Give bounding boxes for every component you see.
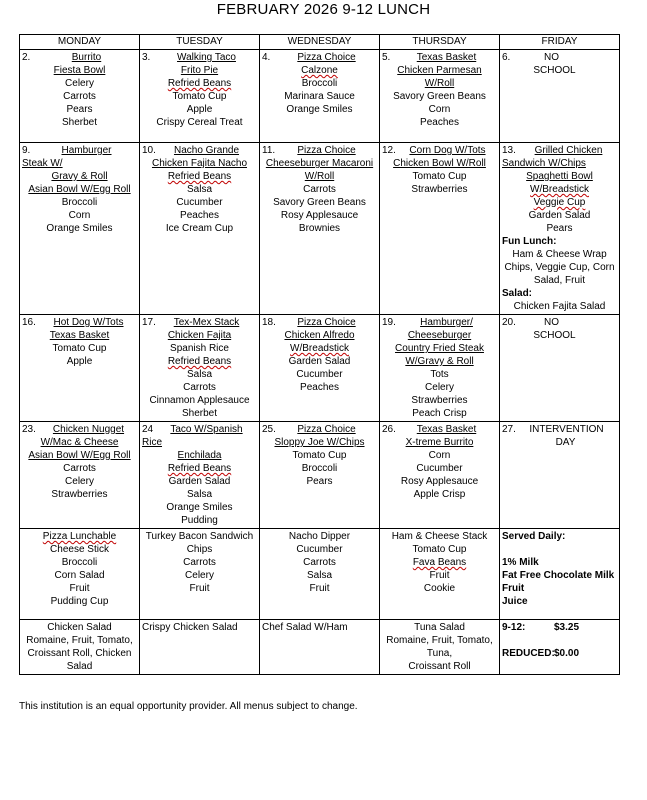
alternate-option-cell [140, 529, 260, 620]
alternate-item: Nacho Dipper [288, 531, 351, 542]
alternate-item: Chips [186, 544, 213, 555]
menu-side: Garden Salad [528, 210, 591, 221]
menu-side: Orange Smiles [166, 502, 233, 513]
alternate-item: Broccoli [61, 557, 98, 568]
alternate-item: Corn Salad [54, 570, 105, 581]
menu-side: Celery [425, 382, 454, 393]
menu-entree: Chicken Nugget [52, 424, 125, 435]
menu-entree: Frito Pie [180, 65, 219, 76]
menu-side: Savory Green Beans [393, 91, 486, 102]
day-header-monday: MONDAY [20, 35, 140, 50]
menu-side: Carrots [63, 463, 96, 474]
date-number: 12. [382, 145, 396, 156]
day-cell-feb-2 [20, 50, 140, 143]
menu-side: Carrots [303, 184, 336, 195]
salad-option-line: Tuna, [426, 648, 453, 659]
menu-side: Marinara Sauce [284, 91, 355, 102]
menu-side: Tomato Cup [52, 343, 107, 354]
alternate-item: Cucumber [296, 544, 343, 555]
menu-entree: Texas Basket [416, 424, 477, 435]
menu-side: Peaches [420, 117, 459, 128]
menu-side: Salsa [186, 369, 212, 380]
date-number: 20. [502, 317, 516, 328]
served-daily-item: Juice [502, 596, 528, 607]
day-cell-feb-10 [140, 143, 260, 315]
menu-entree: W/Roll [304, 171, 335, 182]
menu-entree: W/Mac & Cheese [40, 437, 119, 448]
salad-item: Chicken Fajita Salad [513, 301, 606, 312]
date-number: 6. [502, 52, 511, 63]
salad-option-cell [260, 620, 380, 675]
equal-opportunity-footer: This institution is an equal opportunity provider. All menus subject to change. [19, 701, 358, 712]
date-number: 24 [142, 424, 154, 435]
menu-side: Celery [65, 78, 94, 89]
menu-side: Apple [66, 356, 93, 367]
menu-entree: Rice [142, 437, 163, 448]
menu-entree: Burrito [71, 52, 102, 63]
price-cell [500, 620, 620, 675]
menu-side: Sherbet [61, 117, 98, 128]
day-cell-feb-24 [140, 422, 260, 529]
menu-entree: Grilled Chicken [534, 145, 603, 156]
fun-lunch-item: Salad, Fruit [533, 275, 586, 286]
menu-entree: W/Breadstick [290, 343, 349, 354]
menu-side: Peaches [300, 382, 339, 393]
salad-label: Salad: [502, 288, 533, 299]
menu-side: Corn [428, 450, 451, 461]
alternate-item: Fruit [309, 583, 330, 594]
menu-entree: Walking Taco [177, 52, 236, 63]
alternate-item: Tomato Cup [412, 544, 467, 555]
alternate-item: Salsa [306, 570, 332, 581]
served-daily-item: Fruit [502, 583, 525, 594]
date-number: 16. [22, 317, 36, 328]
week-row-3 [20, 315, 620, 422]
day-header-thursday: THURSDAY [380, 35, 500, 50]
alternate-item: Pizza Lunchable [42, 531, 117, 542]
spacer [502, 634, 617, 647]
menu-side: Spanish Rice [170, 343, 229, 354]
served-daily-item: 1% Milk [502, 557, 539, 568]
alternate-options-row [20, 529, 620, 620]
day-cell-feb-3 [140, 50, 260, 143]
day-cell-feb-11 [260, 143, 380, 315]
menu-side: Tomato Cup [292, 450, 347, 461]
day-cell-feb-20 [500, 315, 620, 422]
salad-option-line: Croissant Roll, Chicken [27, 648, 132, 659]
menu-side: Celery [65, 476, 94, 487]
fun-lunch-item: Chips, Veggie Cup, Corn [504, 262, 615, 273]
menu-entree: Pizza Choice [297, 145, 356, 156]
menu-entree: Cheeseburger [407, 330, 472, 341]
menu-side: Tots [430, 369, 449, 380]
reduced-price-line [502, 647, 617, 660]
served-daily-item: Fat Free Chocolate Milk [502, 570, 615, 581]
fun-lunch-label: Fun Lunch: [502, 236, 557, 247]
menu-entree: Chicken Parmesan W/Roll [397, 65, 482, 89]
spacer [502, 543, 617, 556]
alternate-option-cell [380, 529, 500, 620]
alternate-item: Carrots [183, 557, 216, 568]
alternate-item: Fruit [189, 583, 210, 594]
menu-entree: Pizza Choice [297, 424, 356, 435]
reduced-price-value: $0.00 [554, 648, 580, 659]
salad-option-line: Crispy Chicken Salad [142, 622, 238, 633]
menu-entree: Chicken Fajita Nacho [151, 158, 248, 169]
alternate-item: Ham & Cheese Stack [391, 531, 488, 542]
menu-side: Corn [428, 104, 451, 115]
alternate-item: Turkey Bacon Sandwich [145, 531, 254, 542]
date-number: 26. [382, 424, 396, 435]
menu-side: Broccoli [61, 197, 98, 208]
day-cell-feb-17 [140, 315, 260, 422]
day-cell-feb-4 [260, 50, 380, 143]
menu-entree: Chicken Alfredo [284, 330, 355, 341]
lunch-menu-table [19, 34, 620, 675]
alternate-item: Celery [185, 570, 214, 581]
menu-entree: Steak W/ [22, 158, 63, 169]
menu-side: Garden Salad [288, 356, 351, 367]
date-number: 4. [262, 52, 271, 63]
regular-price-value: $3.25 [554, 622, 580, 633]
alternate-option-cell [20, 529, 140, 620]
menu-entree: W/Breadstick [530, 184, 589, 195]
alternate-item: Pudding Cup [50, 596, 109, 607]
menu-side: Orange Smiles [286, 104, 353, 115]
day-cell-feb-5 [380, 50, 500, 143]
day-cell-feb-27 [500, 422, 620, 529]
no-school-label: SCHOOL [533, 65, 576, 76]
menu-side: Cinnamon Applesauce [149, 395, 250, 406]
date-number: 17. [142, 317, 156, 328]
menu-entree: Country Fried Steak [395, 343, 484, 354]
menu-side: Strawberries [411, 184, 468, 195]
salad-option-cell [380, 620, 500, 675]
menu-side: Refried Beans [167, 463, 232, 474]
menu-side: Refried Beans [167, 356, 232, 367]
day-cell-feb-13 [500, 143, 620, 315]
menu-side: Refried Beans [167, 78, 232, 89]
salad-option-line: Chef Salad W/Ham [262, 622, 348, 633]
menu-entree: Asian Bowl W/Egg Roll [28, 184, 131, 195]
salad-option-line: Chicken Salad [47, 622, 112, 633]
served-daily-label: Served Daily: [502, 531, 566, 542]
menu-entree: Cheeseburger Macaroni [265, 158, 374, 169]
menu-entree: Gravy & Roll [51, 171, 108, 182]
menu-side: Tomato Cup [172, 91, 227, 102]
menu-side: Cucumber [416, 463, 463, 474]
day-cell-feb-9 [20, 143, 140, 315]
salad-option-line: Salad [66, 661, 93, 672]
salad-option-cell [20, 620, 140, 675]
date-number: 19. [382, 317, 396, 328]
alternate-item: Fruit [429, 570, 450, 581]
menu-entree: Sloppy Joe W/Chips [274, 437, 365, 448]
salad-option-line: Romaine, Fruit, Tomato, [386, 635, 493, 646]
menu-side: Strawberries [411, 395, 468, 406]
menu-entree: Tex-Mex Stack [173, 317, 240, 328]
menu-entree: Texas Basket [49, 330, 110, 341]
date-number: 18. [262, 317, 276, 328]
menu-side: Sherbet [181, 408, 218, 419]
menu-side: Orange Smiles [46, 223, 113, 234]
alternate-item: Carrots [303, 557, 336, 568]
menu-entree: Chicken Fajita [167, 330, 232, 341]
day-header-tuesday: TUESDAY [140, 35, 260, 50]
date-number: 27. [502, 424, 516, 435]
menu-entree: Spaghetti Bowl [526, 171, 593, 182]
menu-side: Salsa [186, 184, 212, 195]
menu-side: Veggie Cup [533, 197, 586, 208]
regular-price-label: 9-12: [502, 622, 526, 633]
date-number: 9. [22, 145, 31, 156]
menu-entree: W/Gravy & Roll [405, 356, 474, 367]
menu-entree: Hamburger [61, 145, 112, 156]
menu-side: Tomato Cup [412, 171, 467, 182]
alternate-option-cell [260, 529, 380, 620]
menu-entree: Sandwich W/Chips [502, 158, 586, 169]
menu-entree: Asian Bowl W/Egg Roll [28, 450, 131, 461]
day-header-wednesday: WEDNESDAY [260, 35, 380, 50]
day-cell-feb-19 [380, 315, 500, 422]
no-school-label: SCHOOL [533, 330, 576, 341]
day-cell-feb-25 [260, 422, 380, 529]
menu-entree: Fiesta Bowl [53, 65, 106, 76]
intervention-day-label: DAY [555, 437, 576, 448]
menu-entree: Texas Basket [416, 52, 477, 63]
salad-option-cell [140, 620, 260, 675]
menu-side: Pears [306, 476, 333, 487]
menu-side: Salsa [186, 489, 212, 500]
menu-side: Apple [186, 104, 213, 115]
menu-entree: Hot Dog W/Tots [53, 317, 124, 328]
week-row-4 [20, 422, 620, 529]
menu-entree: X-treme Burrito [405, 437, 474, 448]
served-daily-cell [500, 529, 620, 620]
menu-side: Savory Green Beans [273, 197, 366, 208]
menu-side: Rosy Applesauce [280, 210, 359, 221]
menu-side: Pears [66, 104, 93, 115]
menu-side: Ice Cream Cup [165, 223, 234, 234]
menu-entree: Enchilada [177, 450, 222, 461]
menu-side: Strawberries [51, 489, 108, 500]
menu-side: Carrots [183, 382, 216, 393]
no-school-label: NO [544, 317, 559, 328]
date-number: 10. [142, 145, 156, 156]
menu-side: Carrots [63, 91, 96, 102]
menu-entree: Calzone [301, 65, 338, 76]
menu-side: Cucumber [176, 197, 223, 208]
menu-title: FEBRUARY 2026 9-12 LUNCH [216, 1, 431, 18]
menu-side: Rosy Applesauce [400, 476, 479, 487]
salad-option-line: Croissant Roll [408, 661, 471, 672]
alternate-item: Cookie [423, 583, 456, 594]
menu-side: Peach Crisp [412, 408, 467, 419]
fun-lunch-item: Ham & Cheese Wrap [512, 249, 607, 260]
day-cell-feb-23 [20, 422, 140, 529]
salad-options-row [20, 620, 620, 675]
day-cell-feb-16 [20, 315, 140, 422]
menu-side: Garden Salad [168, 476, 231, 487]
menu-side: Brownies [298, 223, 341, 234]
menu-entree: Corn Dog W/Tots [409, 145, 486, 156]
menu-side: Pears [546, 223, 573, 234]
day-header-friday: FRIDAY [500, 35, 620, 50]
alternate-item: Cheese Stick [50, 544, 109, 555]
menu-side: Peaches [180, 210, 219, 221]
menu-entree: Taco W/Spanish [170, 424, 243, 435]
menu-entree: Pizza Choice [297, 52, 356, 63]
date-number: 5. [382, 52, 391, 63]
menu-side: Crispy Cereal Treat [156, 117, 243, 128]
menu-side: Broccoli [301, 463, 338, 474]
menu-side: Refried Beans [167, 171, 232, 182]
intervention-day-label: INTERVENTION [529, 424, 604, 435]
menu-side: Broccoli [301, 78, 338, 89]
salad-option-line: Romaine, Fruit, Tomato, [26, 635, 133, 646]
date-number: 23. [22, 424, 36, 435]
menu-side: Corn [68, 210, 91, 221]
menu-side: Apple Crisp [413, 489, 466, 500]
day-cell-feb-12 [380, 143, 500, 315]
date-number: 3. [142, 52, 151, 63]
regular-price-line [502, 621, 617, 634]
date-number: 11. [262, 145, 276, 156]
reduced-price-label: REDUCED: [502, 648, 555, 659]
day-cell-feb-18 [260, 315, 380, 422]
day-header-row [20, 35, 620, 50]
date-number: 2. [22, 52, 31, 63]
day-cell-feb-6 [500, 50, 620, 143]
alternate-item: Fava Beans [412, 557, 467, 568]
menu-entree: Pizza Choice [297, 317, 356, 328]
salad-option-line: Tuna Salad [414, 622, 465, 633]
date-number: 13. [502, 145, 516, 156]
menu-entree: Nacho Grande [173, 145, 240, 156]
no-school-label: NO [544, 52, 559, 63]
menu-side: Pudding [181, 515, 218, 526]
day-cell-feb-26 [380, 422, 500, 529]
week-row-1 [20, 50, 620, 143]
alternate-item: Fruit [69, 583, 90, 594]
menu-entree: Chicken Bowl W/Roll [393, 158, 486, 169]
date-number: 25. [262, 424, 276, 435]
menu-entree: Hamburger/ [420, 317, 473, 328]
menu-side: Cucumber [296, 369, 343, 380]
week-row-2 [20, 143, 620, 315]
